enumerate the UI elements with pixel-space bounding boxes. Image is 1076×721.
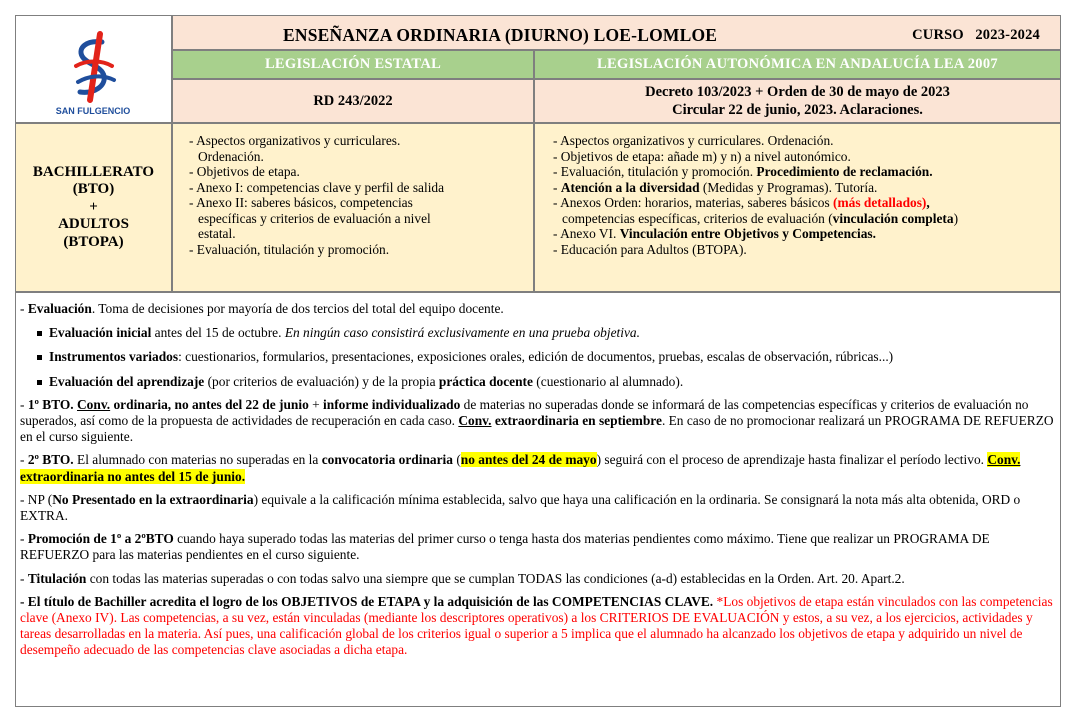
stage-line-1: BACHILLERATO (32, 163, 155, 180)
regional-item: competencias específicas, criterios de evaluación (vinculación completa) (562, 210, 959, 226)
regional-item: - Objetivos de etapa: añade m) y n) a nivel autonómico. (553, 148, 851, 164)
note-titulation: - Titulación con todas las materias superadas o con todas salvo una siempre que se cumplan TODAS las condiciones (a-d) establecidas en la Orden. Art. 20. Apart.2. (20, 570, 905, 586)
state-item: estatal. (198, 226, 236, 241)
title-cell (172, 15, 1061, 50)
san-fulgencio-logo (16, 16, 171, 122)
course-year: 2023-2024 (975, 27, 1040, 43)
course-label (912, 27, 1040, 44)
state-item: - Anexo I: competencias clave y perfil de salida (189, 179, 445, 195)
note-diploma: - El título de Bachiller acredita el logro de los OBJETIVOS de ETAPA y la adquisición de las COMPETENCIAS CLAVE. *Los objetivos de etapa están vinculados con las competencias clave (Anexo IV). Las competencias, a su vez, están vinculadas (mediante los descriptores operativos) a los CRITERIOS DE EVALUACIÓN y estos, a su vez, a los ejercicios, actividades y tareas desarrolladas en la materia. Así pues, una calificación global de los criterios igual o superior a 5 implica que el alumnado ha alcanzado los objetivos de etapa y adquirido un nivel de desempeño adecuado de las competencias clave asociadas a dicha etapa. (20, 593, 1053, 658)
state-items-cell (172, 123, 534, 292)
stage-line-5: (BTOPA) (63, 233, 124, 250)
note-promotion: - Promoción de 1º a 2ºBTO cuando haya superado todas las materias del primer curso o tenga hasta dos materias pendientes como máximo. Tiene que realizar un PROGRAMA DE REFUERZO para las materias pendientes en el curso siguiente. (20, 531, 990, 563)
state-legislation-header: LEGISLACIÓN ESTATAL (172, 50, 534, 79)
state-item: específicas y criterios de evaluación a nivel (198, 210, 431, 226)
regional-item: - Aspectos organizativos y curriculares. Ordenación. (553, 133, 834, 148)
note-not-presented: - NP (No Presentado en la extraordinaria) equivale a la calificación mínima establecida, salvo que haya una calificación en la ordinaria. Se consignará la nota más alta obtenida, ORD o EXTRA. (20, 491, 1021, 524)
stage-line-2: (BTO) (72, 181, 115, 198)
note-evaluation: - Evaluación. Toma de decisiones por mayoría de dos tercios del total del equipo docente. (20, 301, 504, 316)
regional-item: - Evaluación, titulación y promoción. Procedimiento de reclamación. (553, 164, 933, 179)
regional-item: - Atención a la diversidad (Medidas y Programas). Tutoría. (553, 179, 878, 195)
stage-line-4: ADULTOS (58, 216, 129, 233)
regional-legislation-header: LEGISLACIÓN AUTONÓMICA EN ANDALUCÍA LEA 2007 (534, 50, 1061, 79)
stage-cell (15, 123, 172, 292)
state-item: - Evaluación, titulación y promoción. (189, 241, 390, 257)
state-item: - Objetivos de etapa. (189, 164, 300, 179)
note-bullet-learning-evaluation: Evaluación del aprendizaje (por criterios de evaluación) y de la propia práctica docente (cuestionario al alumnado). (20, 374, 1054, 390)
state-item: - Anexo II: saberes básicos, competencias (189, 195, 413, 210)
note-bullet-instruments: Instrumentos variados: cuestionarios, formularios, presentaciones, exposiciones orales, edición de documentos, pruebas, escalas de observación, rúbricas...) (20, 349, 1054, 365)
state-item: Ordenación. (198, 148, 264, 164)
regional-reference (534, 79, 1061, 123)
note-bullet-initial-evaluation: Evaluación inicial antes del 15 de octubre. En ningún caso consistirá exclusivamente en una prueba objetiva. (20, 325, 1054, 341)
note-second-bto: - 2º BTO. El alumnado con materias no superadas en la convocatoria ordinaria (no antes del 24 de mayo) seguirá con el proceso de aprendizaje hasta finalizar el período lectivo. Conv. extraordinaria no antes del 15 de junio. (20, 452, 1021, 484)
regional-reference-line1: Decreto 103/2023 + Orden de 30 de mayo de 2023 (645, 84, 950, 100)
regional-item: - Educación para Adultos (BTOPA). (553, 241, 747, 257)
note-first-bto: - 1º BTO. Conv. ordinaria, no antes del 22 de junio + informe individualizado de materias no superadas donde se informará de las competencias específicas y criterios de evaluación no superados, así como de la propuesta de actividades de recuperación en cada caso. Conv. extraordinaria en septiembre. En caso de no promocionar realizará un PROGRAMA DE REFUERZO en el curso siguiente. (20, 396, 1054, 445)
regional-items-cell (534, 123, 1061, 292)
state-reference: RD 243/2022 (172, 79, 534, 123)
page-title: ENSEÑANZA ORDINARIA (DIURNO) LOE-LOMLOE (283, 25, 718, 45)
logo-text: SAN FULGENCIO (55, 106, 131, 116)
notes-section (15, 292, 1061, 707)
regional-item: - Anexo VI. Vinculación entre Objetivos y Competencias. (553, 226, 876, 241)
regional-reference-line2: Circular 22 de junio, 2023. Aclaraciones. (672, 102, 923, 118)
stage-line-3: + (89, 198, 98, 215)
regional-item: - Anexos Orden: horarios, materias, saberes básicos (más detallados), (553, 195, 930, 210)
logo-cell (15, 15, 172, 123)
state-item: - Aspectos organizativos y curriculares. (189, 133, 401, 148)
course-label-text: CURSO (912, 27, 964, 43)
